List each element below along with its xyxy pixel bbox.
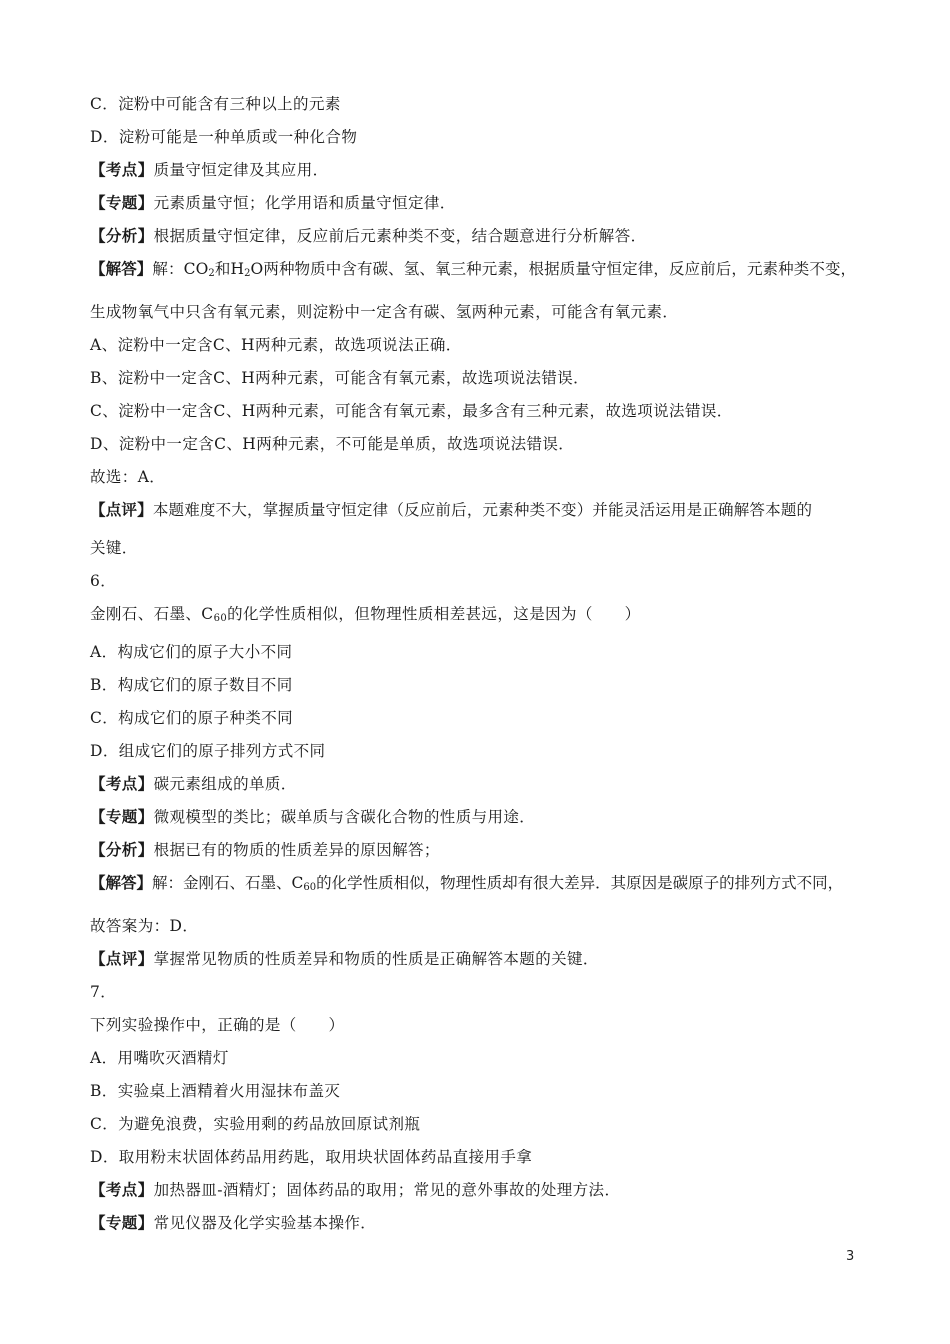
question-6-number: 6．	[90, 572, 117, 590]
answer-b-line: B、淀粉中一定含C、H两种元素，可能含有氧元素，故选项说法错误．	[90, 369, 590, 387]
q6-jieda-text-a: 解：金刚石、石墨、C	[152, 874, 304, 892]
q6-fenxi-text: 根据已有的物质的性质差异的原因解答；	[153, 841, 440, 859]
zhuanti-tag: 【专题】	[90, 193, 154, 212]
q7-option-a: A．用嘴吹灭酒精灯	[90, 1049, 229, 1067]
dianping-text: 本题难度不大，掌握质量守恒定律（反应前后，元素种类不变）并能灵活运用是正确解答本题的	[152, 501, 813, 519]
q7-kaodian-line	[90, 1180, 880, 1200]
q6-fenxi-tag: 【分析】	[90, 840, 154, 859]
q6-zhuanti-tag: 【专题】	[90, 807, 154, 826]
zhuanti-text: 元素质量守恒；化学用语和质量守恒定律．	[153, 194, 456, 212]
question-6-stem	[90, 604, 880, 629]
dianping-tag: 【点评】	[90, 500, 153, 519]
q6-zhuanti-line	[90, 807, 880, 827]
fenxi-line	[90, 226, 880, 246]
kaodian-tag: 【考点】	[90, 160, 154, 179]
q7-kaodian-text: 加热器皿-酒精灯；固体药品的取用；常见的意外事故的处理方法．	[153, 1181, 621, 1199]
q6-zhuanti-text: 微观模型的类比；碳单质与含碳化合物的性质与用途．	[153, 808, 536, 826]
jieda-line	[90, 259, 880, 284]
answer-d-line: D、淀粉中一定含C、H两种元素，不可能是单质，故选项说法错误．	[90, 435, 575, 453]
q6-jieda-line	[90, 873, 880, 898]
option-c-line: C．淀粉中可能含有三种以上的元素	[90, 95, 341, 113]
q7-zhuanti-line	[90, 1213, 880, 1233]
fenxi-text: 根据质量守恒定律，反应前后元素种类不变，结合题意进行分析解答．	[153, 227, 647, 245]
q6-dianping-line	[90, 949, 880, 969]
dianping-line	[90, 500, 880, 520]
jieda-tag: 【解答】	[90, 259, 153, 278]
q6-jieda-text-b: 的化学性质相似，物理性质却有很大差异．其原因是碳原子的排列方式不同，	[316, 874, 844, 892]
q6-option-b: B．构成它们的原子数目不同	[90, 676, 293, 694]
jieda-text-b: 和H	[214, 260, 245, 278]
q7-option-b: B．实验桌上酒精着火用湿抹布盖灭	[90, 1082, 341, 1100]
q6-option-d: D．组成它们的原子排列方式不同	[90, 742, 326, 760]
q7-option-d: D．取用粉末状固体药品用药匙，取用块状固体药品直接用手拿	[90, 1148, 533, 1166]
q6-jieda-tag: 【解答】	[90, 873, 153, 892]
co2-subscript: 2	[208, 268, 215, 279]
page-content	[90, 94, 880, 1246]
q6-c60-subscript: 60	[303, 882, 317, 893]
h2o-subscript: 2	[244, 268, 251, 279]
jieda-text-c: O两种物质中含有碳、氢、氧三种元素，根据质量守恒定律，反应前后，元素种类不变，	[250, 260, 857, 278]
answer-a-line: A、淀粉中一定含C、H两种元素，故选项说法正确．	[90, 336, 462, 354]
choice-line: 故选：A．	[90, 468, 166, 486]
q6-fenxi-line	[90, 840, 880, 860]
c60-subscript: 60	[213, 613, 228, 624]
q6-stem-b: 的化学性质相似，但物理性质相差甚远，这是因为（ ）	[227, 605, 641, 623]
dianping-continuation: 关键．	[90, 539, 138, 557]
q6-option-c: C．构成它们的原子种类不同	[90, 709, 294, 727]
q6-kaodian-text: 碳元素组成的单质．	[153, 775, 297, 793]
q6-kaodian-tag: 【考点】	[90, 774, 154, 793]
q6-option-a: A．构成它们的原子大小不同	[90, 643, 293, 661]
option-d-line: D．淀粉可能是一种单质或一种化合物	[90, 128, 358, 146]
zhuanti-line	[90, 193, 880, 213]
q6-dianping-tag: 【点评】	[90, 949, 154, 968]
kaodian-line	[90, 160, 880, 180]
jieda-continuation: 生成物氧气中只含有氧元素，则淀粉中一定含有碳、氢两种元素，可能含有氧元素．	[90, 303, 679, 321]
q7-option-c: C．为避免浪费，实验用剩的药品放回原试剂瓶	[90, 1115, 421, 1133]
jieda-text-a: 解：CO	[152, 260, 209, 278]
question-7-number: 7．	[90, 983, 117, 1001]
q6-answer-line: 故答案为：D．	[90, 917, 199, 935]
question-7-stem: 下列实验操作中，正确的是（ ）	[90, 1016, 345, 1034]
page-number: 3	[846, 1249, 855, 1264]
q6-dianping-text: 掌握常见物质的性质差异和物质的性质是正确解答本题的关键．	[153, 950, 599, 968]
q6-kaodian-line	[90, 774, 880, 794]
q6-stem-a: 金刚石、石墨、C	[90, 605, 214, 623]
answer-c-line: C、淀粉中一定含C、H两种元素，可能含有氧元素，最多含有三种元素，故选项说法错误．	[90, 402, 733, 420]
q7-kaodian-tag: 【考点】	[90, 1180, 154, 1199]
q7-zhuanti-tag: 【专题】	[90, 1213, 154, 1232]
kaodian-text: 质量守恒定律及其应用．	[153, 161, 329, 179]
q7-zhuanti-text: 常见仪器及化学实验基本操作．	[153, 1214, 377, 1232]
fenxi-tag: 【分析】	[90, 226, 154, 245]
